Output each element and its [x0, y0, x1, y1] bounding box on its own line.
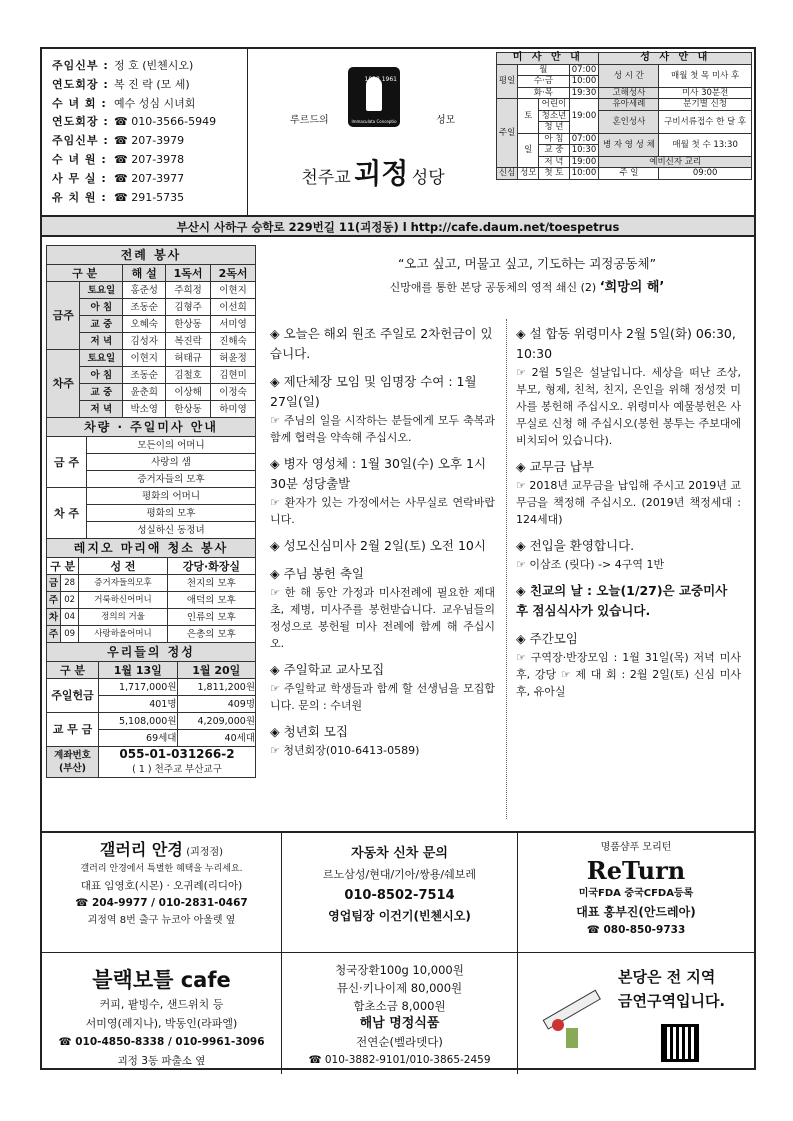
notices-left	[270, 324, 495, 767]
lourdes-label: 루르드의	[290, 115, 329, 126]
header	[42, 49, 754, 217]
church-title-block	[247, 49, 497, 217]
staff-row: 연도회장 : ☎ 010-3566-5949	[52, 115, 217, 129]
staff-row: 연도회장 : 복 진 락 (모 세)	[52, 77, 190, 91]
staff-row: 수 녀 원 : ☎ 207-3978	[52, 152, 185, 166]
staff-list	[52, 57, 247, 207]
offering-table: 우리들의 정성 구 분 1월 13일 1월 20일 주일헌금 1,717,000원 1,811,200원 401명 409명 교 무 금 5,108,000원 4,209,000원 69세대 40세대 계좌번호 (부산) 055-01-031266-2 ( 1 ) 천주교 부산교구	[46, 642, 256, 778]
staff-row: 주임신부 : ☎ 207-3979	[52, 134, 185, 148]
ad-haenam-food: 청국장환100g 10,000원 뮤신·키나이제 80,000원 함초소금 8,000원 해남 명정식품 전연순(벨라뎃다) ☎ 010-3882-9101/010-3865-2459	[282, 953, 518, 1074]
notice-item: ◈ 성모신심미사 2월 2일(토) 오전 10시	[270, 538, 486, 553]
notice-item: ◈ 주간모임 ☞ 구역장·반장모임 : 1월 31일(목) 저녁 미사 후, 강당 ☞ 제 대 회 : 2월 2일(토) 신심 미사 후, 유아실	[516, 631, 741, 698]
ad-blackbottle-cafe: 블랙보틀 cafe 커피, 팥빙수, 샌드위치 등 서미영(레지나), 박동인(라파엘) ☎ 010-4850-8338 / 010-9961-3096 괴정 3동 파출소 옆	[42, 953, 282, 1074]
staff-row: 주임신부 : 정 호 (빈첸시오)	[52, 59, 194, 72]
seongmo-label: 성모	[436, 115, 456, 126]
no-smoking-icon	[536, 973, 616, 1053]
notice-item: ◈ 교무금 납부 ☞ 2018년 교무금을 납입해 주시고 2019년 교무금을 책정해 주십시오. (2019년 책정세대 : 124세대)	[516, 459, 741, 526]
motto-title: “오고 싶고, 머물고 싶고, 기도하는 괴정공동체”	[397, 256, 657, 271]
ads-section	[42, 831, 754, 1072]
qr-code[interactable]	[661, 1024, 699, 1062]
bulletin-frame	[40, 47, 756, 1070]
ad-no-smoking: 본당은 전 지역 금연구역입니다.	[518, 953, 754, 1074]
vehicle-table: 차량 · 주일미사 안내 금 주 모든이의 어머니 사랑의 샘 증거자들의 모후 차 주 평화의 어머니 평화의 모후 성실하신 동정녀	[46, 417, 256, 539]
legio-table: 레지오 마리애 청소 봉사 구 분 성 전 강당·화장실 금 28 증거자들의모후 천지의 모후 주 02 거룩하신어머니 애덕의 모후 차 04 정의의 거울 인류의 모후 주 09 사랑하올어머니 은총의 모후	[46, 538, 256, 643]
staff-row: 수 녀 회 : 예수 성심 시녀회	[52, 96, 196, 110]
notice-item: ◈ 오늘은 해외 원조 주일로 2차헌금이 있습니다.	[270, 326, 493, 361]
column-divider	[506, 319, 507, 819]
mass-schedule-table: 미 사 안 내 성 사 안 내 평일 월 07:00 성 시 간 매월 첫 목 미사 후 수·금 10:00 화·목 19:30 고해성사 미사 30분전 주일 토 어린이 19:00 유아세례 분기별 신청 청소년 혼인성사 구비서류접수 한 달 후 청 년 일 아 침 07:00 병 자 영 성 체 매월 첫 수 13:30 교 중 10:30 저 녁 19:00 예비신자 교리 신심 성모 첫 토 10:00 주 일 09:00	[496, 52, 752, 180]
liturgy-duty-table: 전례 봉사 구 분 해 설 1독서 2독서 금주 토요일 홍준성 주희정 이현지 아 침 조동순 김형주 이선희 교 중 오혜숙 한상동 서미영 저 녁 김성자 복진락 진해숙 차주 토요일 이현지 허태규 허윤정 아 침 조동순 김철호 김현미 교 중 윤춘희 이상해 이정숙 저 녁 박소영 한상동 하미영	[46, 245, 256, 418]
staff-row: 유 치 원 : ☎ 291-5735	[52, 190, 185, 204]
notice-item: ◈ 주님 봉헌 축일 ☞ 한 해 동안 가정과 미사전례에 필요한 제대 초, 제병, 미사주를 봉헌받습니다. 교우님들의 정성으로 봉헌될 미사 전례에 함께 해 주십시오.	[270, 566, 495, 650]
notice-item: ◈ 전입을 환영합니다. ☞ 이삼조 (릿다) -> 4구역 1반	[516, 538, 665, 571]
sidebar	[46, 245, 256, 778]
ad-gallery-glasses: 갤러리 안경 (괴정점) 갤러리 안경에서 특별한 혜택을 누리세요. 대표 임영호(시몬) · 오귀례(리디아) ☎ 204-9977 / 010-2831-0467 괴정역 8번 출구 뉴코아 아울렛 옆	[42, 833, 282, 953]
ad-return-shampoo: 명품샴푸 모리턴 ReTurn 미국FDA 중국CFDA등록 대표 홍부진(안드레아) ☎ 080-850-9733	[518, 833, 754, 953]
church-name: 천주교 괴정 성당	[301, 157, 445, 190]
notice-item: ◈ 주일학교 교사모집 ☞ 주일학교 학생들과 함께 할 선생님을 모집합니다. 문의 : 수녀원	[270, 662, 495, 712]
notice-item: ◈ 설 합동 위령미사 2월 5일(화) 06:30, 10:30 ☞ 2월 5일은 설날입니다. 세상을 떠난 조상, 부모, 형제, 친척, 친지, 은인을 위해 정성껏 미사를 봉헌해 주십시오. 위령미사 예물봉헌은 사무실로 신청 해 주십시오(봉헌 봉투는 주보대에 비치되어 있습니다).	[516, 326, 741, 447]
notice-item: ◈ 제단체장 모임 및 임명장 수여 : 1월 27일(일) ☞ 주님의 일을 시작하는 분들에게 모두 축복과 함께 협력을 약속해 주십시오.	[270, 374, 495, 444]
church-logo: 1858 1961 Immaculata Conceptio	[348, 67, 400, 127]
staff-row: 사 무 실 : ☎ 207-3977	[52, 171, 185, 185]
notice-item: ◈ 친교의 날 : 오늘(1/27)은 교중미사 후 점심식사가 있습니다.	[516, 583, 728, 618]
notice-item: ◈ 병자 영성체 : 1월 30일(수) 오후 1시 30분 성당출발 ☞ 환자가 있는 가정에서는 사무실로 연락바랍니다.	[270, 456, 495, 526]
ad-car-dealer: 자동차 신차 문의 르노삼성/현대/기아/쌍용/쉐보레 010-8502-7514 영업팀장 이건기(빈첸시오)	[282, 833, 518, 953]
address-bar: 부산시 사하구 승학로 229번길 11(괴정동) l http://cafe.daum.net/toespetrus	[42, 217, 754, 237]
notices-right	[516, 324, 741, 708]
notice-item: ◈ 청년회 모집 ☞ 청년회장(010-6413-0589)	[270, 724, 420, 757]
motto-subtitle: 신망애를 통한 본당 공동체의 영적 쇄신 (2) ‘희망의 해’	[389, 280, 665, 295]
